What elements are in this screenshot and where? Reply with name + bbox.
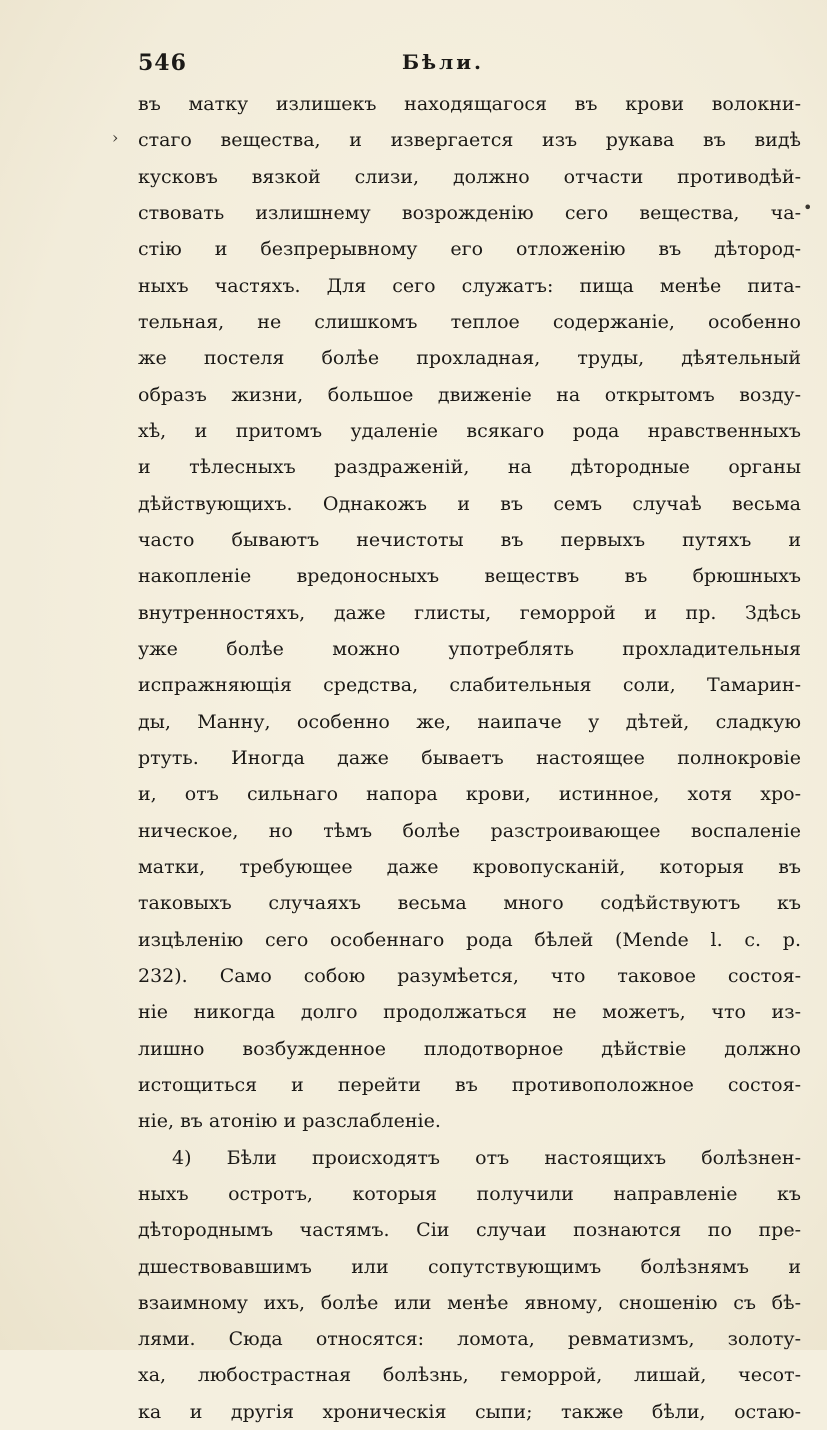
text-line: лями. Сюда относятся: ломота, ревматизмъ, золоту- — [138, 1328, 801, 1351]
margin-mark-right: • — [803, 198, 813, 217]
text-line: внутренностяхъ, даже глисты, геморрой и пр. Здѣсь — [138, 601, 801, 624]
margin-mark-left: › — [112, 128, 119, 147]
body-text — [138, 86, 801, 1430]
text-line: и тѣлесныхъ раздраженій, на дѣтородные органы — [138, 456, 801, 479]
text-line: ныхъ частяхъ. Для сего служатъ: пища менѣе пита- — [138, 274, 801, 297]
text-line: стію и безпрерывному его отложенію въ дѣтород- — [138, 238, 801, 261]
text-line: ныхъ остротъ, которыя получили направленіе къ — [138, 1182, 801, 1205]
text-line: 232). Само собою разумѣется, что таковое состоя- — [138, 964, 801, 987]
running-title: Бѣли. — [401, 50, 485, 74]
text-line: ка и другія хроническія сыпи; также бѣли, остаю- — [138, 1400, 801, 1423]
text-line: дѣйствующихъ. Однакожъ и въ семъ случаѣ весьма — [138, 492, 801, 515]
text-line: хѣ, и притомъ удаленіе всякаго рода нравственныхъ — [138, 419, 801, 442]
text-line: дшествовавшимъ или сопутствующимъ болѣзнямъ и — [138, 1255, 801, 1278]
text-line: ніе никогда долго продолжаться не можетъ, что из- — [138, 1001, 801, 1024]
text-line: лишно возбужденное плодотворное дѣйствіе должно — [138, 1037, 801, 1060]
text-line: истощиться и перейти въ противоположное состоя- — [138, 1073, 801, 1096]
text-line: ствовать излишнему возрожденію сего вещества, ча- — [138, 201, 801, 224]
paragraph-last-line: ніе, въ атонію и разслабленіе. — [138, 1110, 441, 1133]
text-line: взаимному ихъ, болѣе или менѣе явному, сношенію съ бѣ- — [138, 1291, 801, 1314]
text-line: часто бываютъ нечистоты въ первыхъ путяхъ и — [138, 528, 801, 551]
text-line: ды, Манну, особенно же, наипаче у дѣтей, сладкую — [138, 710, 801, 733]
text-line: образъ жизни, большое движеніе на открытомъ возду- — [138, 383, 801, 406]
text-line: дѣтороднымъ частямъ. Сіи случаи познаются по пре- — [138, 1219, 801, 1242]
text-line: же постеля болѣе прохладная, труды, дѣятельный — [138, 347, 801, 370]
text-line: изцѣленію сего особеннаго рода бѣлей (Mende l. c. p. — [138, 928, 801, 951]
text-line: таковыхъ случаяхъ весьма много содѣйствуютъ къ — [138, 892, 801, 915]
text-line: ха, любострастная болѣзнь, геморрой, лишай, чесот- — [138, 1364, 801, 1387]
page-number: 546 — [138, 50, 187, 76]
text-line: кусковъ вязкой слизи, должно отчасти противодѣй- — [138, 165, 801, 188]
text-line: испражняющія средства, слабительныя соли, Тамарин- — [138, 674, 801, 697]
text-line: накопленіе вредоносныхъ веществъ въ брюшныхъ — [138, 565, 801, 588]
text-line: въ матку излишекъ находящагося въ крови волокни- — [138, 93, 801, 115]
page-header — [138, 50, 728, 84]
text-line: тельная, не слишкомъ теплое содержаніе, особенно — [138, 310, 801, 333]
text-line: и, отъ сильнаго напора крови, истинное, хотя хро- — [138, 783, 801, 806]
paragraph-start-line: 4) Бѣли происходятъ отъ настоящихъ болѣзнен- — [172, 1146, 801, 1169]
text-line: стаго вещества, и извергается изъ рукава въ видѣ — [138, 129, 801, 152]
text-line: уже болѣе можно употреблять прохладительныя — [138, 637, 801, 660]
text-line: ртуть. Иногда даже бываетъ настоящее полнокровіе — [138, 746, 801, 769]
text-line: ническое, но тѣмъ болѣе разстроивающее воспаленіе — [138, 819, 801, 842]
text-line: матки, требующее даже кровопусканій, которыя въ — [138, 855, 801, 878]
